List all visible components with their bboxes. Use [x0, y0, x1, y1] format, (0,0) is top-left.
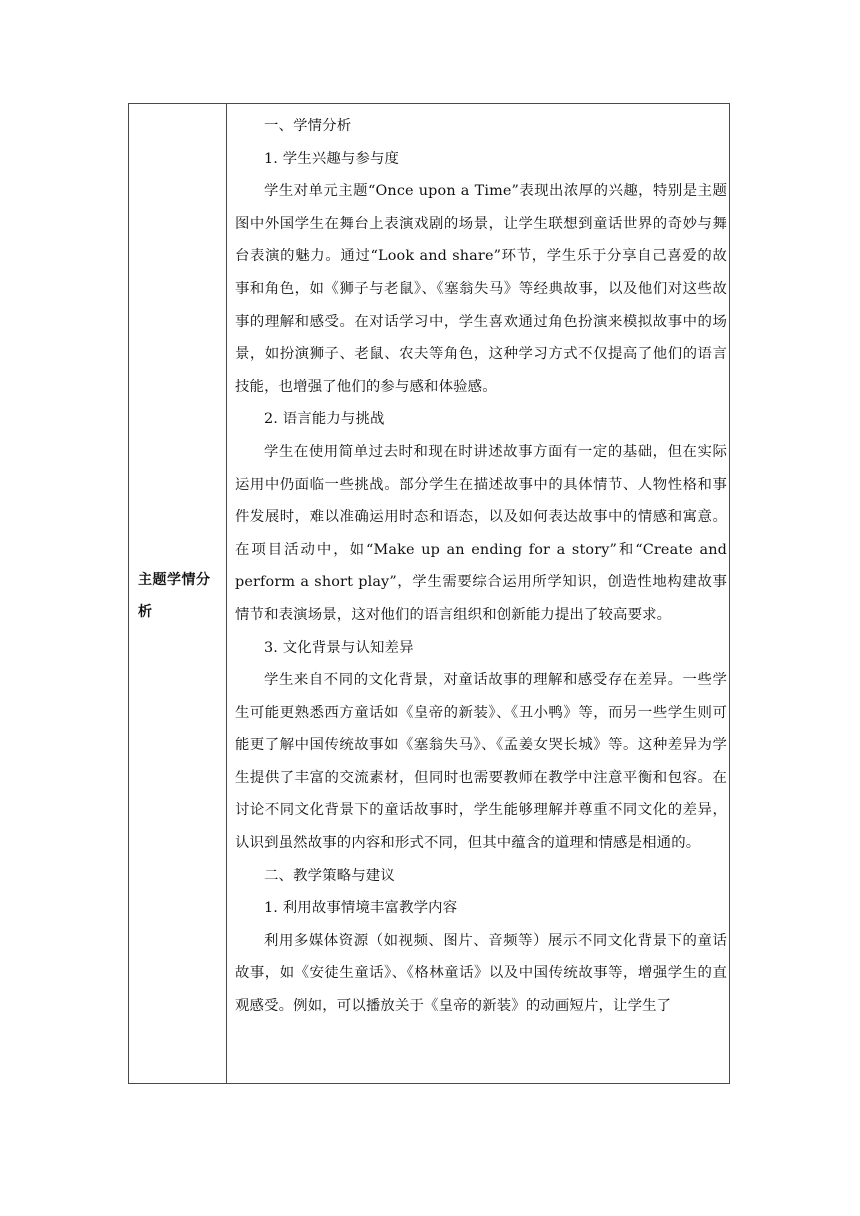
content-cell — [230, 104, 729, 1083]
section-heading-2: 二、教学策略与建议 — [264, 867, 395, 884]
content-body — [235, 110, 727, 1023]
row-header-cell — [129, 104, 227, 1083]
section-heading-1: 一、学情分析 — [264, 118, 352, 134]
paragraph-1: 学生对单元主题“Once upon a Time”表现出浓厚的兴趣，特别是主题图中外国学生在舞台上表演戏剧的场景，让学生联想到童话世界的奇妙与舞台表演的魅力。通过“Look and share”环节，学生乐于分享自己喜爱的故事和角色，如《狮子与老鼠》、《塞翁失马》等经典故事，以及他们对这些故事的理解和感受。在对话学习中，学生喜欢通过角色扮演来模拟故事中的场景，如扮演狮子、老鼠、农夫等角色，这种学习方式不仅提高了他们的语言技能，也增强了他们的参与感和体验感。 — [235, 183, 727, 395]
paragraph-3: 学生来自不同的文化背景，对童话故事的理解和感受存在差异。一些学生可能更熟悉西方童话如《皇帝的新装》、《丑小鸭》等，而另一些学生则可能更了解中国传统故事如《塞翁失马》、《孟姜女哭长城》等。这种差异为学生提供了丰富的交流素材，但同时也需要教师在教学中注意平衡和包容。在讨论不同文化背景下的童话故事时，学生能够理解并尊重不同文化的差异，认识到虽然故事的内容和形式不同，但其中蕴含的道理和情感是相通的。 — [235, 672, 727, 852]
subheading-1: 1. 学生兴趣与参与度 — [264, 150, 400, 167]
subheading-2: 2. 语言能力与挑战 — [264, 411, 385, 428]
analysis-table — [128, 103, 730, 1084]
paragraph-2: 学生在使用简单过去时和现在时讲述故事方面有一定的基础，但在实际运用中仍面临一些挑战。部分学生在描述故事中的具体情节、人物性格和事件发展时，难以准确运用时态和语态，以及如何表达故事中的情感和寓意。在项目活动中，如“Make up an ending for a story”和“Create and perform a short play”，学生需要综合运用所学知识，创造性地构建故事情节和表演场景，这对他们的语言组织和创新能力提出了较高要求。 — [235, 443, 727, 623]
subheading-4: 1. 利用故事情境丰富教学内容 — [264, 900, 458, 917]
row-label: 主题学情分析 — [138, 572, 211, 620]
paragraph-4: 利用多媒体资源（如视频、图片、音频等）展示不同文化背景下的童话故事，如《安徒生童话》、《格林童话》以及中国传统故事等，增强学生的直观感受。例如，可以播放关于《皇帝的新装》的动画短片，让学生了 — [235, 932, 727, 1015]
subheading-3: 3. 文化背景与认知差异 — [264, 639, 414, 656]
